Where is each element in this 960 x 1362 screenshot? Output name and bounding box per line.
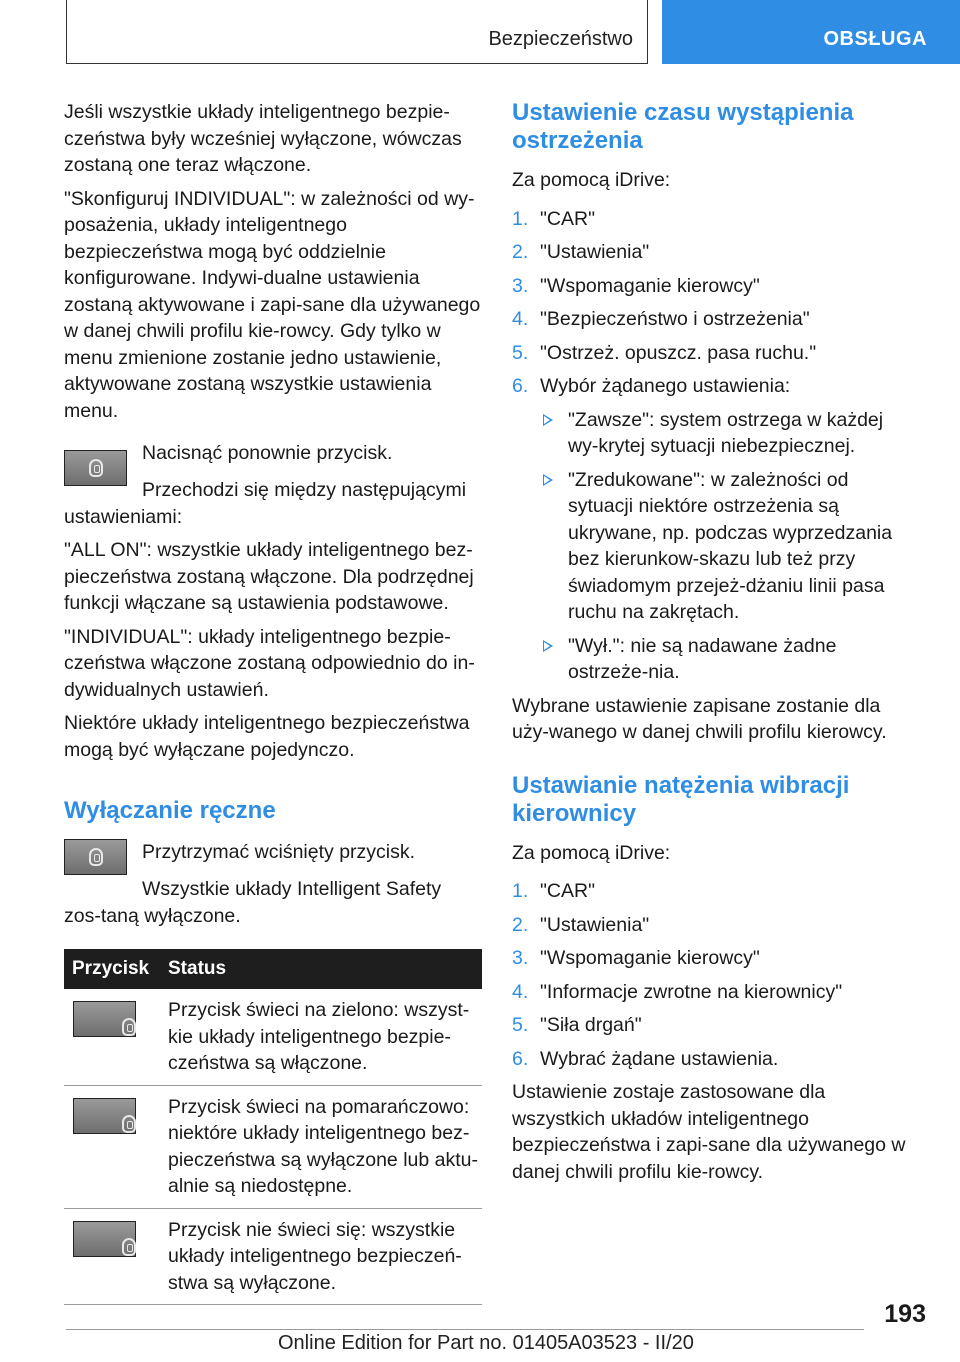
table-header-button: Przycisk [64, 949, 160, 989]
table-cell-status: Przycisk świeci na zielono: wszyst-kie układy inteligentnego bezpie-czeństwa są włączone. [160, 989, 482, 1085]
paragraph: Wszystkie układy Intelligent Safety zos-taną wyłączone. [64, 878, 442, 927]
list-item: 2. "Ustawienia" [512, 913, 650, 936]
table-row [64, 1208, 482, 1305]
list-item: "Wył.": nie są nadawane żadne ostrzeże-nia. [540, 633, 912, 686]
intelligent-safety-button-icon [73, 1001, 136, 1037]
steps-list [512, 878, 912, 1072]
steps-list [512, 206, 912, 686]
paragraph: "INDIVIDUAL": układy inteligentnego bezpie-czeństwa włączone zostaną odpowiednio do in-dywidualnych ustawień. [64, 625, 475, 701]
paragraph: Przechodzi się między następującymi ustawieniami: [64, 479, 467, 528]
list-item: 4. "Informacje zwrotne na kierownicy" [512, 980, 843, 1003]
list-item: 5. "Ostrzeż. opuszcz. pasa ruchu." [512, 341, 817, 364]
triangle-bullet-icon [543, 640, 553, 652]
paragraph: Ustawienie zostaje zastosowane dla wszystkich układów inteligentnego bezpieczeństwa i zapi-sane dla używanego w danej chwili profilu kie-rowcy. [512, 1081, 906, 1183]
button-status-table [64, 949, 482, 1305]
paragraph: Za pomocą iDrive: [512, 841, 671, 864]
table-cell-status: Przycisk nie świeci się: wszystkie układy inteligentnego bezpieczeń-stwa są wyłączone. [160, 1208, 482, 1305]
right-column [512, 99, 912, 1192]
list-item: 2. "Ustawienia" [512, 241, 650, 263]
intelligent-safety-button-icon [64, 839, 127, 875]
table-row [64, 1085, 482, 1208]
table-row [64, 989, 482, 1085]
button-instruction [64, 440, 482, 496]
paragraph: Wybrane ustawienie zapisane zostanie dla uży-wanego w danej chwili profilu kierowcy. [512, 694, 887, 743]
list-item: 1. "CAR" [512, 880, 596, 902]
intelligent-safety-button-icon [73, 1221, 136, 1257]
list-item: 1. "CAR" [512, 207, 596, 230]
section-title: Bezpieczeństwo [488, 28, 633, 50]
triangle-bullet-icon [543, 414, 553, 426]
paragraph: Niektóre układy inteligentnego bezpieczeństwa mogą być wyłączane pojedynczo. [64, 712, 470, 761]
section-heading: Ustawienie czasu wystąpienia ostrzeżenia [512, 99, 854, 154]
chapter-tab-label: OBSŁUGA [823, 28, 927, 50]
left-column [64, 99, 482, 1305]
table-header-status: Status [160, 949, 482, 989]
list-item: 5. "Siła drgań" [512, 1014, 642, 1036]
list-item: "Zawsze": system ostrzega w każdej wy-krytej sytuacji niebezpiecznej. [540, 407, 912, 460]
list-item: 4. "Bezpieczeństwo i ostrzeżenia" [512, 308, 810, 330]
instruction-text: Przytrzymać wciśnięty przycisk. [142, 841, 416, 863]
intelligent-safety-button-icon [73, 1098, 136, 1134]
table-cell-status: Przycisk świeci na pomarańczowo: niektóre układy inteligentnego bez-pieczeństwa są wyłączone lub aktu-alnie są niedostępne. [160, 1085, 482, 1208]
list-item: "Zredukowane": w zależności od sytuacji niektóre ostrzeżenia są ukrywane, np. podczas wyprzedzania bez kierunkow-skazu lub też przy świadomym przejeż-dżaniu linii pasa ruchu na zakrętach. [540, 467, 912, 626]
instruction-text: Nacisnąć ponownie przycisk. [142, 442, 393, 464]
section-heading: Wyłączanie ręczne [64, 797, 276, 824]
list-item: 3. "Wspomaganie kierowcy" [512, 274, 760, 297]
header-section-box [66, 0, 648, 64]
options-list [540, 407, 912, 686]
paragraph: "ALL ON": wszystkie układy inteligentnego bez-pieczeństwa zostaną włączone. Dla podrzędnej funkcji włączane są ustawienia podstawowe. [64, 539, 474, 614]
paragraph: Jeśli wszystkie układy inteligentnego bezpie-czeństwa były wcześniej wyłączone, wówczas zostaną one teraz włączone. [64, 101, 462, 176]
footer-edition: Online Edition for Part no. 01405A03523 - II/20 [278, 1332, 694, 1354]
chapter-tab[interactable] [662, 0, 960, 64]
triangle-bullet-icon [543, 474, 553, 486]
list-item: 3. "Wspomaganie kierowcy" [512, 947, 760, 969]
button-instruction [64, 839, 482, 895]
paragraph: Za pomocą iDrive: [512, 169, 671, 191]
footer-divider [66, 1329, 864, 1330]
paragraph: "Skonfiguruj INDIVIDUAL": w zależności od wy-posażenia, układy inteligentnego bezpieczeństwa mogą być oddzielnie konfigurowane. Indywi-dualne ustawienia zostaną aktywowane i zapi-sane dla używanego w danej chwili profilu kie-rowcy. Gdy tylko w menu zmienione zostanie jedno ustawienie, aktywowane zostaną wszystkie ustawienia menu. [64, 187, 481, 422]
list-item: 6. Wybór żądanego ustawienia: "Zawsze": system ostrzega w każdej wy-krytej sytuacji niebezpiecznej. "Zredukowane": w zależności od sytuacji niektóre ostrzeżenia są ukrywane, np. podczas wyprzedzania bez kierunkow-skazu lub też przy świadomym przejeż-dżaniu linii pasa ruchu na zakrętach. "Wył.": nie są nadawane żadne ostrzeże-nia. [512, 373, 912, 686]
section-heading: Ustawianie natężenia wibracji kierownicy [512, 771, 850, 827]
list-item: 6. Wybrać żądane ustawienia. [512, 1047, 779, 1070]
page-number: 193 [884, 1300, 926, 1328]
intelligent-safety-button-icon [64, 450, 127, 486]
